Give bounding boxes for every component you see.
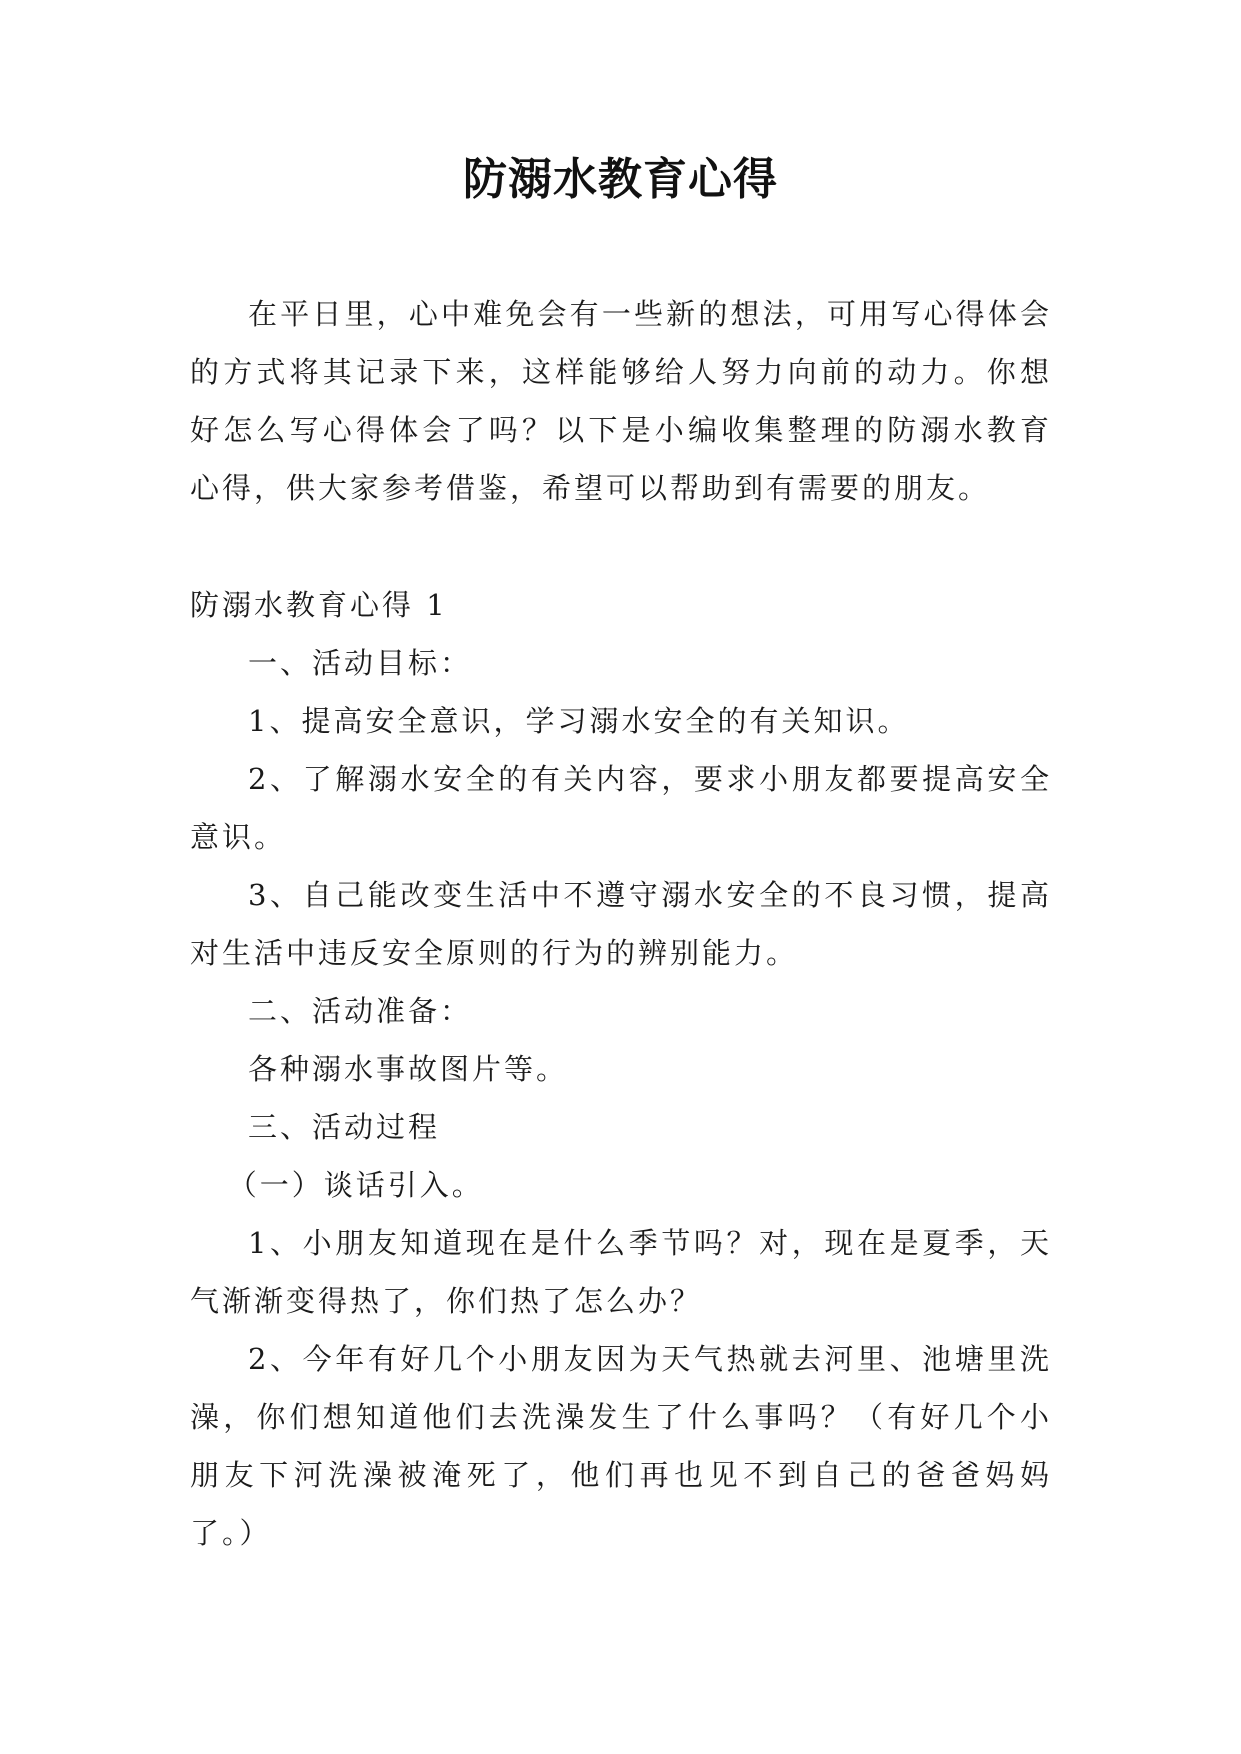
process-item-1: 1、小朋友知道现在是什么季节吗？对，现在是夏季，天气渐渐变得热了，你们热了怎么办？	[190, 1226, 1052, 1318]
section-heading: 防溺水教育心得 1	[190, 588, 448, 622]
document-title: 防溺水教育心得	[463, 154, 778, 205]
content-section	[190, 576, 1052, 1562]
intro-section	[190, 285, 1052, 517]
heading-activity-process: 三、活动过程	[248, 1110, 441, 1144]
goal-item-3: 3、自己能改变生活中不遵守溺水安全的不良习惯，提高对生活中违反安全原则的行为的辨别能力。	[190, 878, 1052, 970]
goal-item-2: 2、了解溺水安全的有关内容，要求小朋友都要提高安全意识。	[190, 762, 1052, 854]
intro-paragraph: 在平日里，心中难免会有一些新的想法，可用写心得体会的方式将其记录下来，这样能够给人努力向前的动力。你想好怎么写心得体会了吗？以下是小编收集整理的防溺水教育心得，供大家参考借鉴，希望可以帮助到有需要的朋友。	[190, 297, 1052, 505]
process-item-2: 2、今年有好几个小朋友因为天气热就去河里、池塘里洗澡，你们想知道他们去洗澡发生了什么事吗？（有好几个小朋友下河洗澡被淹死了，他们再也见不到自己的爸爸妈妈了。）	[190, 1342, 1052, 1550]
heading-activity-goals: 一、活动目标：	[248, 646, 473, 680]
subheading-intro-talk: （一）谈话引入。	[227, 1168, 484, 1202]
heading-activity-preparation: 二、活动准备：	[248, 994, 473, 1028]
goal-item-1: 1、提高安全意识，学习溺水安全的有关知识。	[248, 704, 910, 738]
preparation-item: 各种溺水事故图片等。	[248, 1052, 569, 1086]
